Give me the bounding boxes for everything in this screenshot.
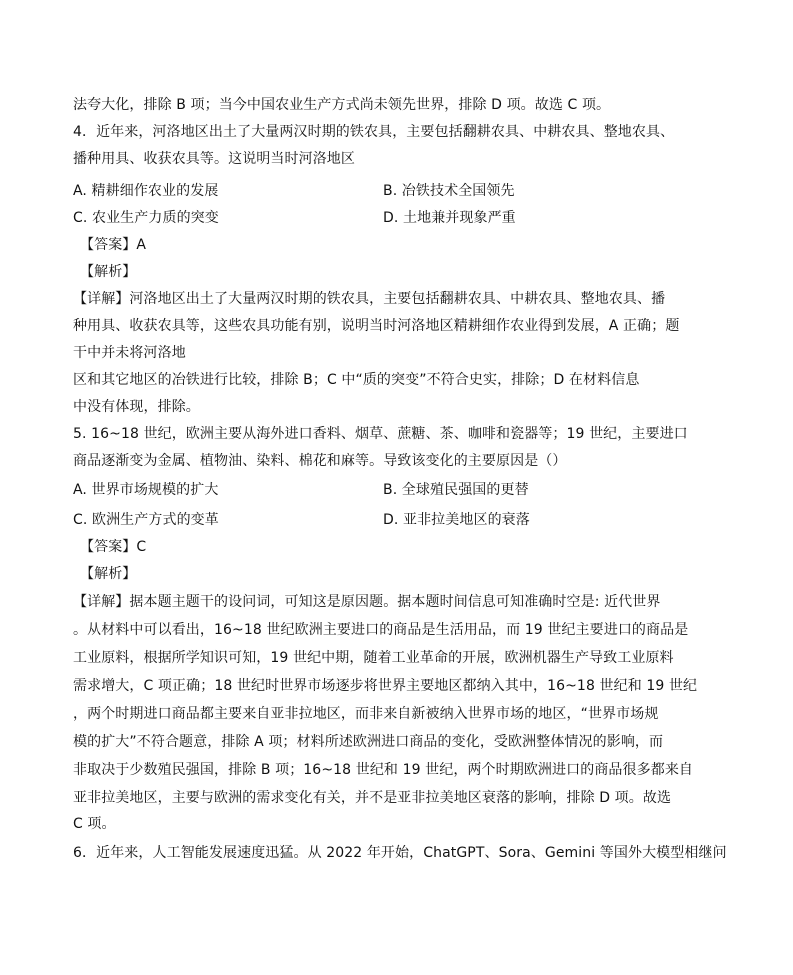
q5-option-a: A. 世界市场规模的扩大	[73, 482, 219, 498]
q5-option-b: B. 全球殖民强国的更替	[383, 482, 529, 498]
q5-answer: 【答案】C	[80, 539, 147, 555]
q4-option-b: B. 冶铁技术全国领先	[383, 183, 515, 199]
q5-detail-line-6: 模的扩大”不符合题意，排除 A 项；材料所述欧洲进口商品的变化，受欧洲整体情况的影响，而	[73, 734, 664, 750]
q4-answer: 【答案】A	[80, 237, 147, 253]
q4-option-a: A. 精耕细作农业的发展	[73, 183, 219, 199]
q4-detail-line-2: 种用具、收获农具等，这些农具功能有别，说明当时河洛地区精耕细作农业得到发展，A 正确；题	[73, 318, 680, 334]
q5-detail-line-5: ，两个时期进口商品都主要来自亚非拉地区，而非来自新被纳入世界市场的地区，“世界市场规	[73, 706, 659, 722]
q5-detail-line-2: 。从材料中可以看出，16~18 世纪欧洲主要进口的商品是生活用品，而 19 世纪主要进口的商品是	[73, 622, 689, 638]
q4-detail-line-3: 干中并未将河洛地	[73, 345, 186, 361]
q4-option-c: C. 农业生产力质的突变	[73, 210, 219, 226]
q5-option-d: D. 亚非拉美地区的衰落	[383, 512, 530, 528]
q5-detail-line-3: 工业原料，根据所学知识可知，19 世纪中期，随着工业革命的开展，欧洲机器生产导致工业原料	[73, 650, 674, 666]
q4-detail-line-5: 中没有体现，排除。	[73, 399, 200, 415]
q4-analysis-label: 【解析】	[80, 264, 137, 280]
q5-stem-line-2: 商品逐渐变为金属、植物油、染料、棉花和麻等。导致该变化的主要原因是（）	[73, 453, 567, 469]
q4-option-d: D. 土地兼并现象严重	[383, 210, 516, 226]
q6-stem-line-1: 6．近年来，人工智能发展速度迅猛。从 2022 年开始，ChatGPT、Sora、Gemini 等国外大模型相继问	[73, 845, 727, 861]
q5-analysis-label: 【解析】	[80, 566, 137, 582]
q5-detail-line-7: 非取决于少数殖民强国，排除 B 项；16~18 世纪和 19 世纪，两个时期欧洲进口的商品很多都来自	[73, 762, 694, 778]
q4-stem-line-2: 播种用具、收获农具等。这说明当时河洛地区	[73, 151, 355, 167]
q5-option-c: C. 欧洲生产方式的变革	[73, 512, 219, 528]
q5-detail-line-9: C 项。	[73, 816, 116, 832]
q5-detail-line-1: 【详解】据本题主题干的设问词，可知这是原因题。据本题时间信息可知准确时空是: 近代世界	[73, 594, 661, 610]
q4-detail-line-4: 区和其它地区的冶铁进行比较，排除 B；C 中“质的突变”不符合史实，排除；D 在材料信息	[73, 372, 640, 388]
q4-stem-line-1: 4．近年来，河洛地区出土了大量两汉时期的铁农具，主要包括翻耕农具、中耕农具、整地农具、	[73, 124, 675, 140]
q5-stem-line-1: 5. 16~18 世纪，欧洲主要从海外进口香料、烟草、蔗糖、茶、咖啡和瓷器等；19 世纪，主要进口	[73, 426, 688, 442]
q4-detail-line-1: 【详解】河洛地区出土了大量两汉时期的铁农具，主要包括翻耕农具、中耕农具、整地农具、播	[73, 291, 666, 307]
q5-detail-line-8: 亚非拉美地区，主要与欧洲的需求变化有关，并不是亚非拉美地区衰落的影响，排除 D 项。故选	[73, 790, 672, 806]
q3-explanation-end: 法夸大化，排除 B 项；当今中国农业生产方式尚未领先世界，排除 D 项。故选 C 项。	[73, 97, 611, 113]
q5-detail-line-4: 需求增大，C 项正确；18 世纪时世界市场逐步将世界主要地区都纳入其中，16~18 世纪和 19 世纪	[73, 678, 698, 694]
